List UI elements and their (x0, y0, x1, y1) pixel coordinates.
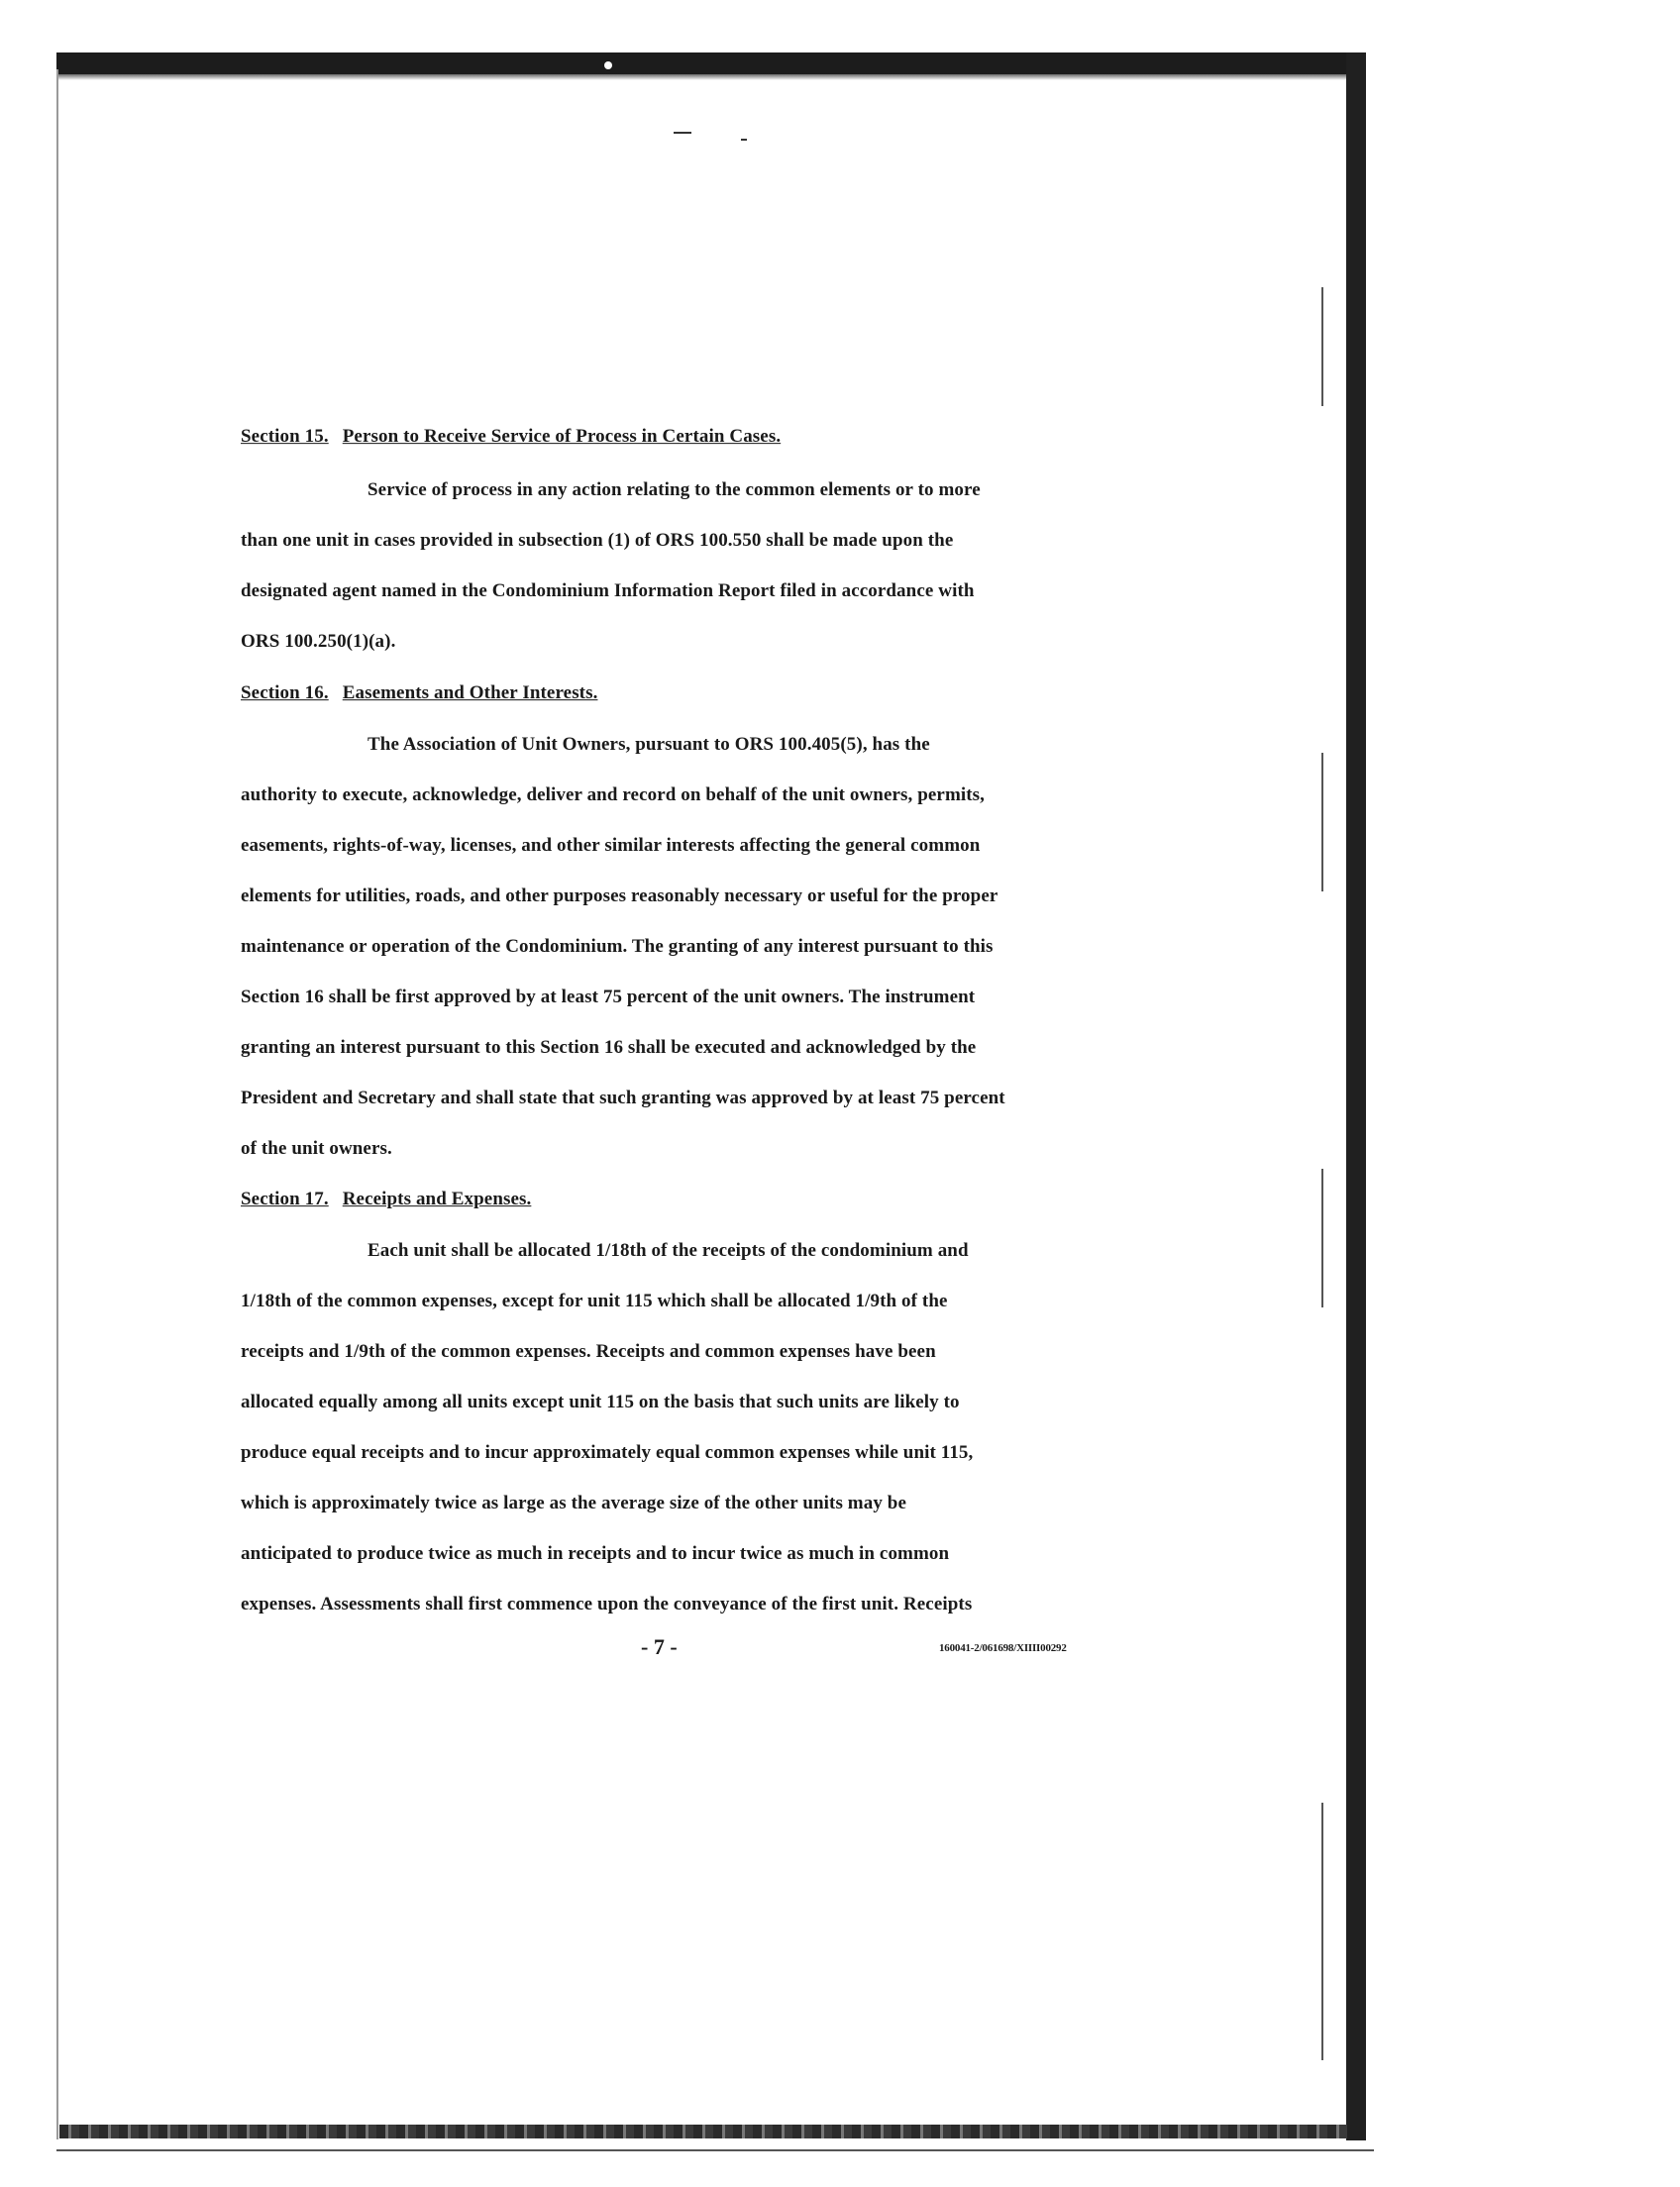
document-code: 160041-2/061698/XIIII00292 (939, 1642, 1067, 1654)
scan-top-border (56, 52, 1366, 74)
text-line: allocated equally among all units except unit 115 on the basis that such units are likely to (241, 1391, 960, 1413)
text-line: of the unit owners. (241, 1137, 392, 1160)
text-line: than one unit in cases provided in subsection (1) of ORS 100.550 shall be made upon the (241, 529, 954, 552)
section-heading (241, 426, 781, 448)
section-title: Person to Receive Service of Process in Certain Cases. (342, 425, 782, 448)
text-line: designated agent named in the Condominium Information Report filed in accordance with (241, 579, 975, 602)
text-line: anticipated to produce twice as much in receipts and to incur twice as much in common (241, 1542, 950, 1565)
scan-bottom-border (59, 2125, 1347, 2138)
scan-right-mark (1321, 1803, 1323, 2060)
text-line: expenses. Assessments shall first commence upon the conveyance of the first unit. Receipts (241, 1593, 973, 1615)
text-line: Each unit shall be allocated 1/18th of the receipts of the condominium and (368, 1239, 969, 1262)
text-line: President and Secretary and shall state that such granting was approved by at least 75 percent (241, 1087, 1005, 1109)
text-line: 1/18th of the common expenses, except for unit 115 which shall be allocated 1/9th of the (241, 1290, 948, 1312)
scan-left-edge (56, 69, 58, 2139)
text-line: Service of process in any action relating to the common elements or to more (368, 478, 981, 501)
section-number: Section 17. (241, 1188, 329, 1210)
text-line: authority to execute, acknowledge, deliver and record on behalf of the unit owners, permits, (241, 783, 986, 806)
section-title: Receipts and Expenses. (342, 1188, 532, 1210)
scan-right-mark (1321, 287, 1323, 406)
text-line: produce equal receipts and to incur approximately equal common expenses while unit 115, (241, 1441, 974, 1464)
text-line: The Association of Unit Owners, pursuant to ORS 100.405(5), has the (368, 733, 930, 756)
section-heading (241, 1189, 531, 1210)
scan-speck (741, 139, 747, 141)
text-line: granting an interest pursuant to this Section 16 shall be executed and acknowledged by the (241, 1036, 977, 1059)
text-line: ORS 100.250(1)(a). (241, 630, 396, 653)
section-heading (241, 682, 597, 704)
text-line: Section 16 shall be first approved by at least 75 percent of the unit owners. The instrument (241, 986, 976, 1008)
scan-right-mark (1321, 1169, 1323, 1307)
section-number: Section 16. (241, 681, 329, 704)
text-line: elements for utilities, roads, and other purposes reasonably necessary or useful for the proper (241, 885, 998, 907)
text-line: maintenance or operation of the Condominium. The granting of any interest pursuant to this (241, 935, 994, 958)
scan-right-mark (1321, 753, 1323, 891)
section-number: Section 15. (241, 425, 329, 448)
section-title: Easements and Other Interests. (342, 681, 598, 704)
text-line: easements, rights-of-way, licenses, and other similar interests affecting the general common (241, 834, 981, 857)
scan-speck (674, 132, 691, 134)
text-line: which is approximately twice as large as the average size of the other units may be (241, 1492, 906, 1514)
page-number: - 7 - (641, 1634, 678, 1659)
scan-right-border (1346, 52, 1366, 2140)
text-line: receipts and 1/9th of the common expenses. Receipts and common expenses have been (241, 1340, 936, 1363)
scan-bottom-edge (56, 2149, 1374, 2151)
scan-speck (604, 61, 612, 69)
